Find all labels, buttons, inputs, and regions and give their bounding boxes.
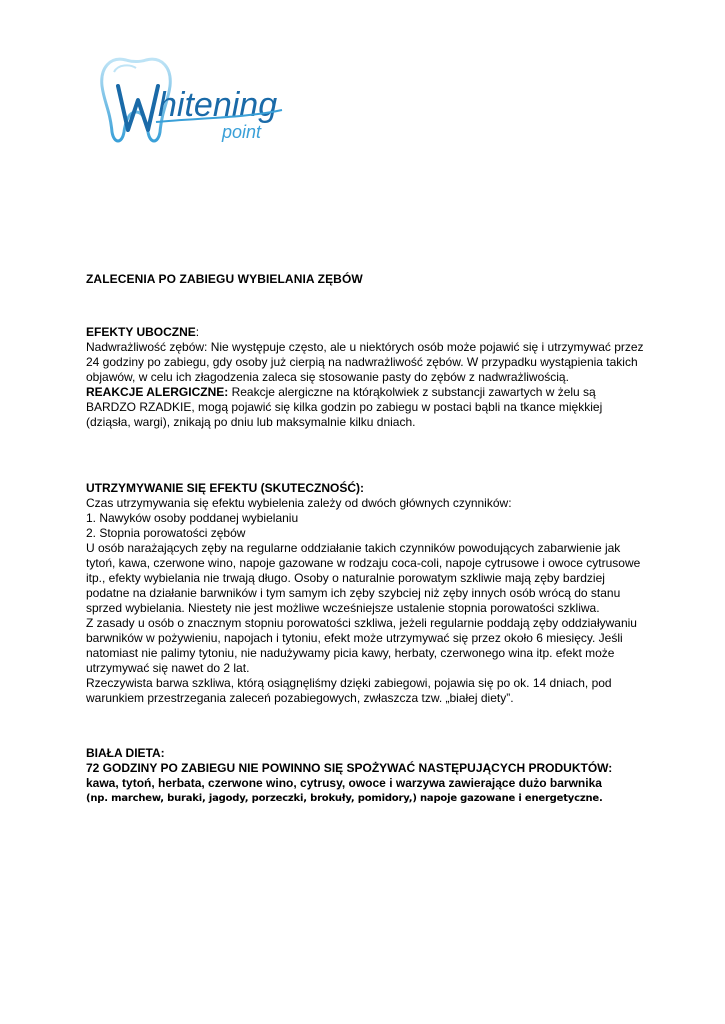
logo-word-main: hitening xyxy=(158,86,278,124)
allergy-paragraph xyxy=(86,385,646,430)
side-effects-heading: EFEKTY UBOCZNE xyxy=(86,325,196,339)
tooth-logo-icon xyxy=(96,52,296,148)
factor-item-1: 1. Nawyków osoby poddanej wybielaniu xyxy=(86,511,299,525)
durability-paragraph-1: U osób narażających zęby na regularne oddziałanie takich czynników powodujących zabarwienie jak tytoń, kawa, czerwone wino, napoje gazowane w rodzaju coca-coli, napoje cytrusowe i owoce cytrusowe itp., efekty wybielania nie trwają długo. Osoby o naturalnie porowatym szkliwie mają zęby bardziej podatne na działanie barwników i tym samym ich zęby szybciej niż zęby innych osób wrócą do stanu sprzed wybielania. Niestety nie jest możliwe wcześniejsze ustalenie stopnia porowatości szkliwa. xyxy=(86,541,641,615)
durability-paragraph-2: Z zasady u osób o znacznym stopniu porowatości szkliwa, jeżeli regularnie poddają zęby oddziaływaniu barwników w pożywieniu, napojach i tytoniu, efekt może utrzymywać się przez około 6 miesięcy. Jeśli natomiast nie palimy tytoniu, nie nadużywamy picia kawy, herbaty, czerwonego wina itp. efekt może utrzymywać się nawet do 2 lat. xyxy=(86,616,637,675)
durability-heading: UTRZYMYWANIE SIĘ EFEKTU (SKUTECZNOŚĆ): xyxy=(86,481,364,495)
diet-section xyxy=(86,746,646,806)
logo-word-sub: point xyxy=(222,122,262,142)
durability-intro: Czas utrzymywania się efektu wybielenia zależy od dwóch głównych czynników: xyxy=(86,496,512,510)
side-effects-section xyxy=(86,325,646,430)
side-effects-heading-colon: : xyxy=(195,325,200,339)
side-effects-heading-line xyxy=(86,325,646,340)
allergy-heading: REAKCJE ALERGICZNE: xyxy=(86,385,229,399)
diet-forbidden-list: kawa, tytoń, herbata, czerwone wino, cytrusy, owoce i warzywa zawierające dużo barwnika xyxy=(86,776,602,790)
document-title: ZALECENIA PO ZABIEGU WYBIELANIA ZĘBÓW xyxy=(86,272,363,286)
allergy-text: Reakcje alergiczne na którąkolwiek z substancji zawartych w żelu są BARDZO RZADKIE, mogą pojawić się kilka godzin po zabiegu w postaci bąbli na tkance miękkiej (dziąsła, wargi), znikają po dniu lub maksymalnie kilku dniach. xyxy=(86,385,603,429)
diet-rule: 72 GODZINY PO ZABIEGU NIE POWINNO SIĘ SPOŻYWAĆ NASTĘPUJĄCYCH PRODUKTÓW: xyxy=(86,761,613,775)
diet-heading: BIAŁA DIETA: xyxy=(86,746,165,760)
sensitivity-paragraph: Nadwrażliwość zębów: Nie występuje często, ale u niektórych osób może pojawić się i utrzymywać przez 24 godziny po zabiegu, gdy osoby już cierpią na nadwrażliwość zębów. W przypadku wystąpienia takich objawów, w celu ich złagodzenia zaleca się stosowanie pasty do zębów z nadwrażliwością. xyxy=(86,340,644,384)
durability-section xyxy=(86,481,646,706)
diet-examples: (np. marchew, buraki, jagody, porzeczki, brokuły, pomidory,) napoje gazowane i energetyczne. xyxy=(86,793,603,804)
factor-item-2: 2. Stopnia porowatości zębów xyxy=(86,526,246,540)
whitening-point-logo xyxy=(96,52,296,148)
durability-paragraph-3: Rzeczywista barwa szkliwa, którą osiągnęliśmy dzięki zabiegowi, pojawia się po ok. 14 dniach, pod warunkiem przestrzegania zaleceń pozabiegowych, zwłaszcza tzw. „białej diety”. xyxy=(86,676,612,705)
